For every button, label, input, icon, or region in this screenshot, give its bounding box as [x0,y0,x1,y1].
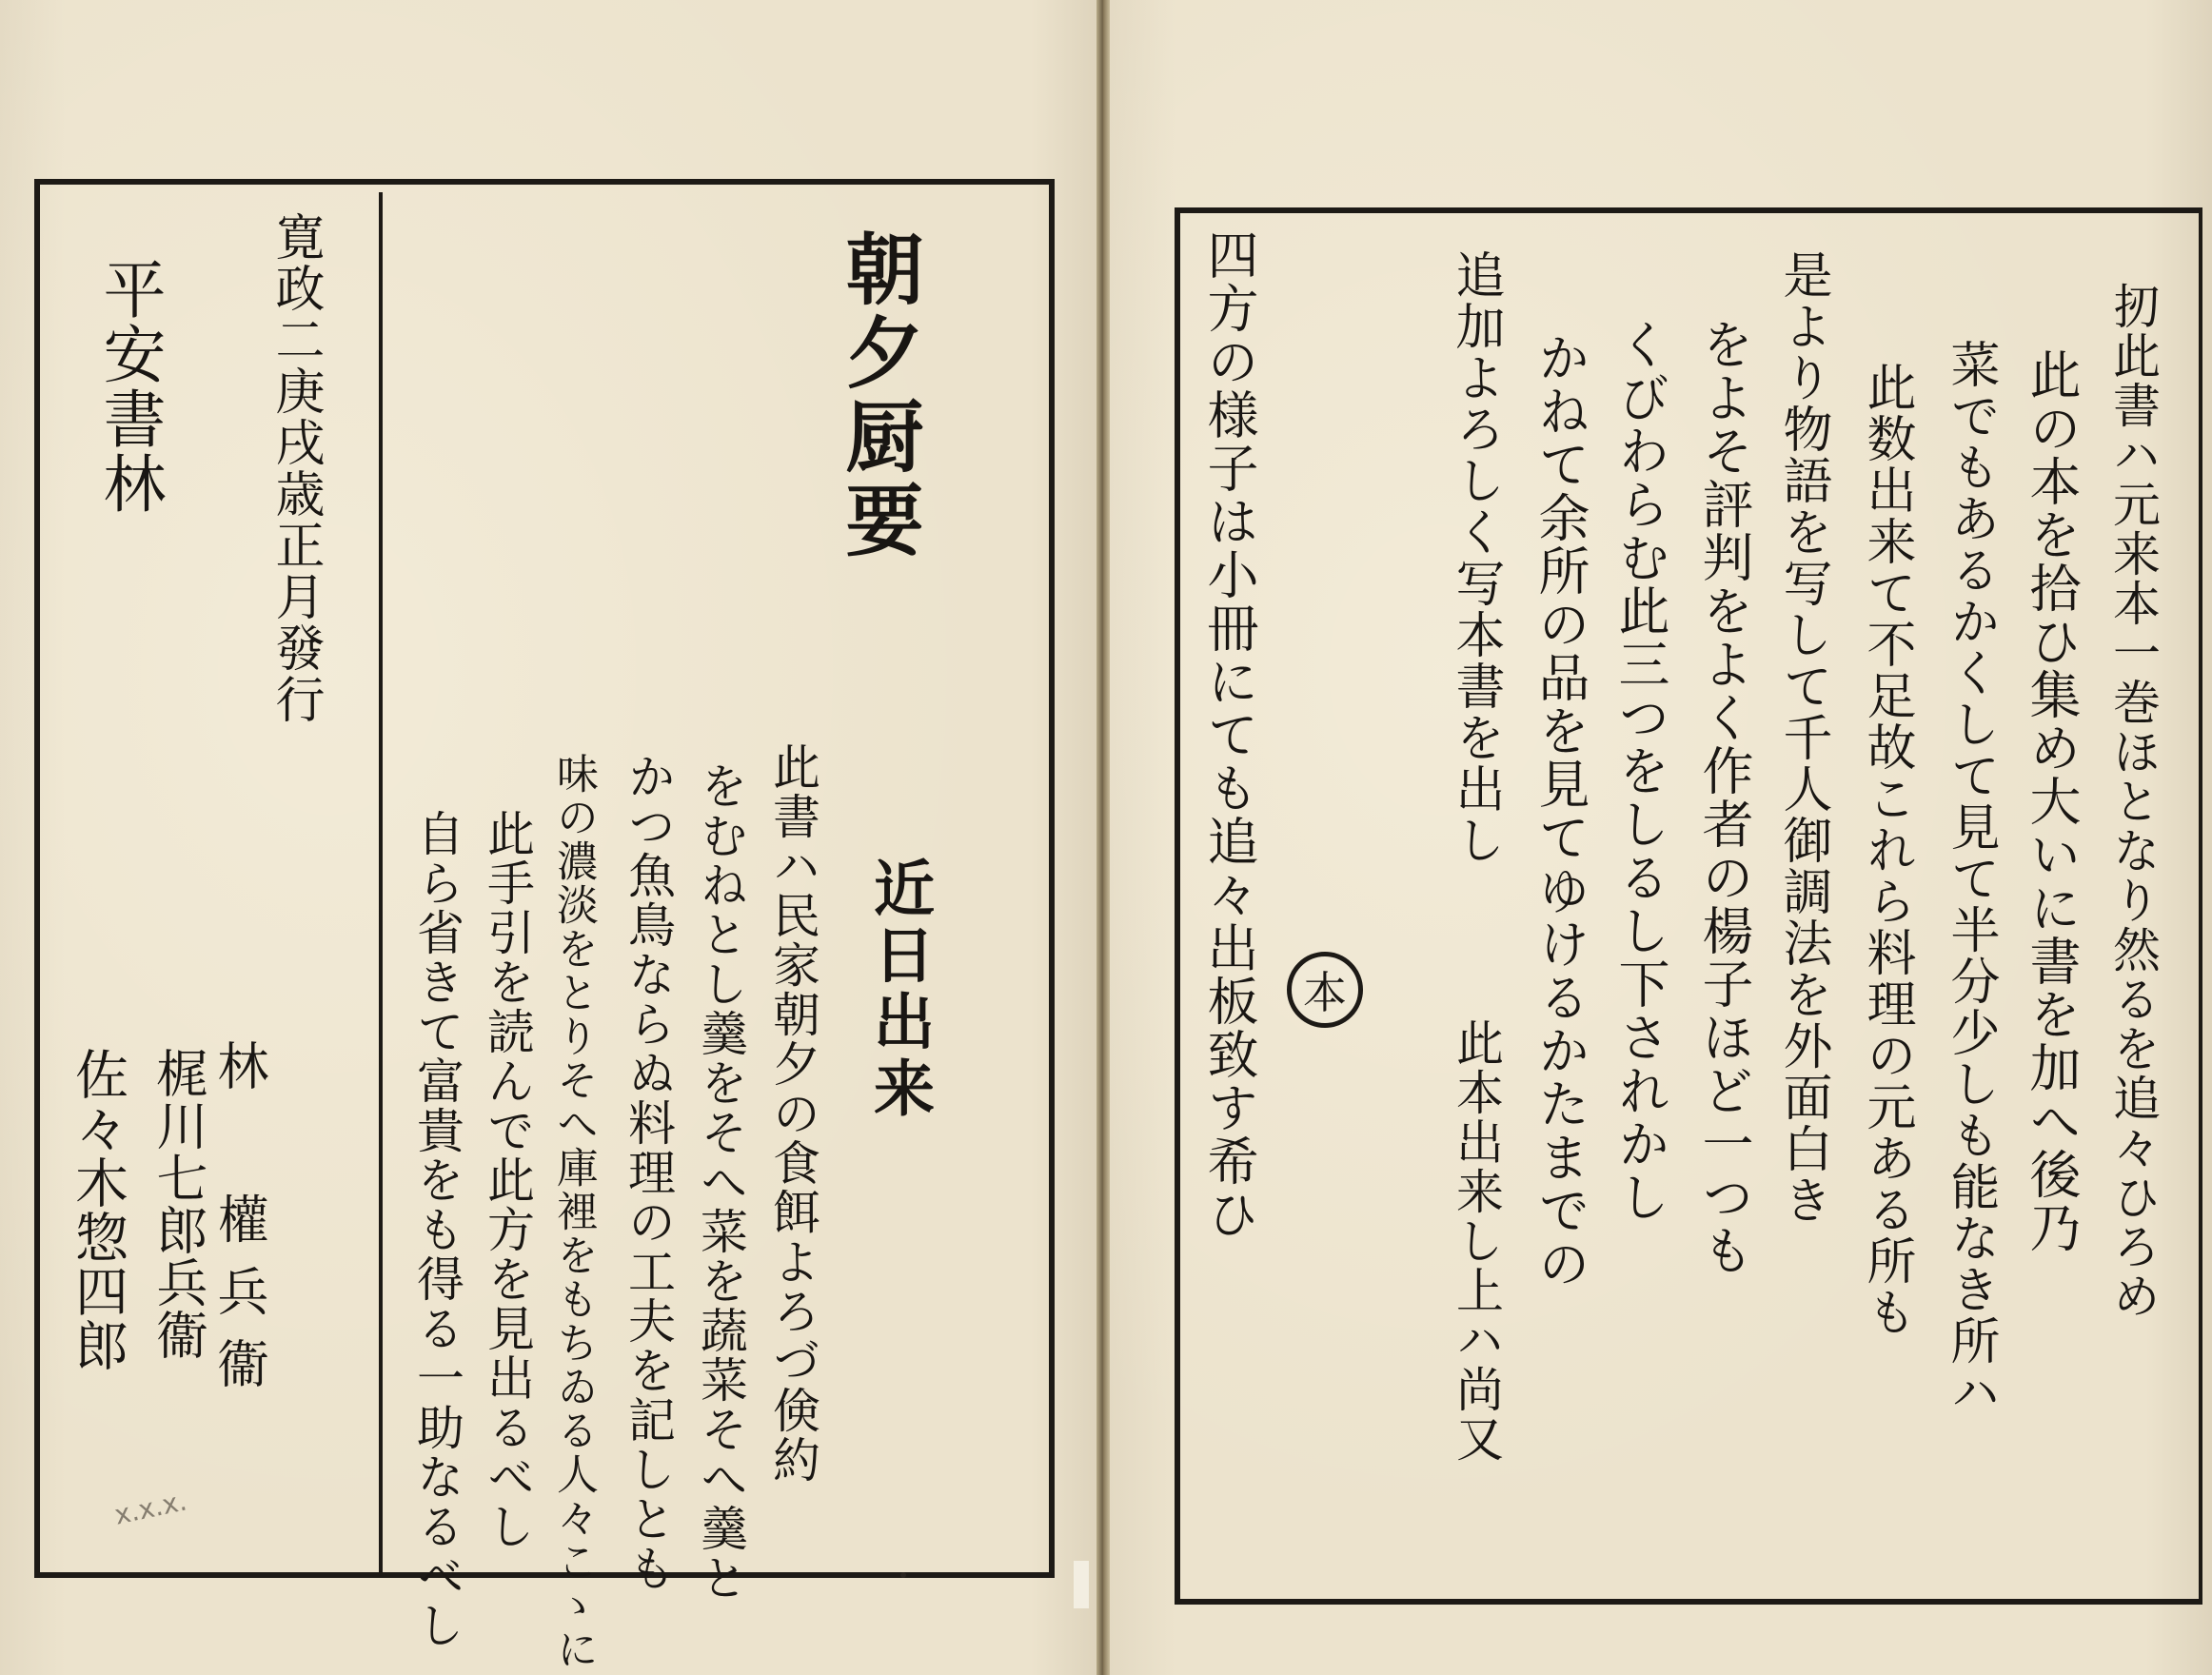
book-title: 朝夕厨要 [833,228,924,563]
publisher-name-2: 梶川七郎兵衞 [148,1047,208,1361]
publisher-label: 平安書林 [92,257,166,516]
description-column-3: かつ魚鳥ならぬ料理の工夫を記しとも [621,752,676,1593]
publisher-name-1: 林 權兵衞 [209,1039,269,1409]
publication-date: 寛政二庚戌歳正月發行 [267,211,324,725]
book-gutter [1096,0,1110,1675]
ink-dot [900,1572,906,1578]
description-column-4: 味の濃淡をとりそへ庫裡をもちゐる人々こゝに [549,752,598,1671]
text-column-last: 四方の様子は小冊にても追々出板致す希ひ [1199,228,1259,1241]
left-page-divider [379,192,383,1572]
pencil-mark: x.x.x. [111,1485,190,1531]
binding-string [1074,1561,1089,1608]
text-column-8: かねて余所の品を見てゆけるかたまでの [1531,331,1590,1291]
text-column-7: くびわらむ此三つをしるし下されかし [1610,318,1670,1224]
text-column-5: 是より物語を写して千人御調法を外面白き [1774,249,1831,1226]
description-column-2: をむねとし羹をそへ菜を蔬菜そへ羹と [693,761,748,1603]
left-page [0,0,1096,1675]
text-column-1: 扨此書ハ元来本一巻ほとなり然るを追々ひろめ [2105,282,2161,1321]
title-note: 近日出来 [863,857,935,1123]
text-column-3: 菜でもあるかくして見て半分少しも能なき所ハ [1942,339,1999,1418]
hon-seal-icon: 本 [1287,952,1363,1028]
text-column-9: 追加よろしく写本書を出し [1447,249,1504,866]
description-column-1: 此書ハ民家朝夕の食餌よろづ倹約 [765,742,820,1485]
text-column-2: 此の本を拾ひ集め大いに書を加へ後乃 [2022,348,2082,1254]
right-page [1110,0,2212,1675]
text-after-seal: 此本出来し上ハ尚又 [1449,1018,1504,1464]
description-column-6: 自ら省きて富貴をも得る一助なるべし [409,809,464,1650]
text-column-6: をよそ評判をよく作者の楊子ほど一つも [1694,318,1754,1277]
publisher-name-3: 佐々木惣四郎 [67,1047,128,1372]
description-column-5: 此手引を読んで此方を見出るべし [480,809,535,1551]
text-column-4: 此数出来て不足故これら料理の元ある所も [1858,362,1915,1338]
